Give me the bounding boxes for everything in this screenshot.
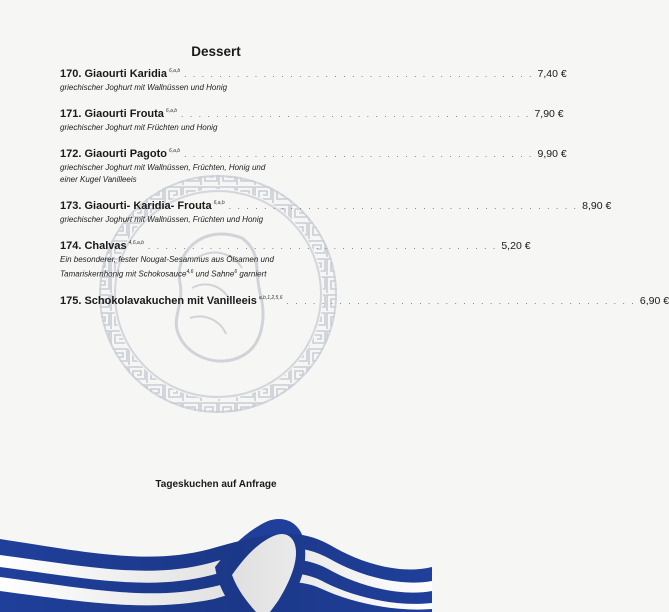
- item-price: 8,90 €: [582, 200, 612, 212]
- item-row: [60, 68, 567, 80]
- item-description-line: einer Kugel Vanilleeis: [60, 175, 137, 184]
- menu-item: [60, 240, 531, 281]
- menu-item: [60, 148, 567, 186]
- dot-leader: . . . . . . . . . . . . . . . . . . . . . . . . . . . . . . . . . . . . . . . .: [181, 110, 531, 119]
- item-description-line: griechischer Joghurt mit Wallnüssen, Früchten, Honig und: [60, 163, 266, 172]
- allergen-codes: 4,6: [186, 269, 194, 275]
- desc-text: Tamariskernhonig mit Schokosauce: [60, 269, 187, 279]
- item-name: [60, 240, 144, 252]
- allergen-codes: 6: [234, 269, 238, 275]
- dot-leader: . . . . . . . . . . . . . . . . . . . . . . . . . . . . . . . . . . . . . . . .: [184, 70, 534, 79]
- allergen-codes: 6,a,b: [168, 68, 181, 75]
- item-name: [60, 295, 283, 307]
- dot-leader: . . . . . . . . . . . . . . . . . . . . . . . . . . . . . . . . . . . . . . . .: [147, 242, 498, 251]
- menu-item: [60, 200, 612, 226]
- item-row: [60, 240, 531, 252]
- item-row: [60, 108, 564, 120]
- dot-leader: . . . . . . . . . . . . . . . . . . . . . . . . . . . . . . . . . . . . . . . .: [184, 150, 534, 159]
- desc-text: garniert: [237, 269, 267, 279]
- item-name-text: 172. Giaourti Pagoto: [60, 148, 167, 160]
- item-price: 6,90 €: [639, 294, 669, 307]
- item-description: [60, 254, 382, 281]
- item-name-text: 174. Chalvas: [60, 240, 127, 252]
- item-name: [60, 200, 225, 212]
- dot-leader: . . . . . . . . . . . . . . . . . . . . . . . . . . . . . . . . . . . . . . . .: [286, 296, 636, 306]
- item-price: 7,90 €: [534, 108, 564, 120]
- item-price: 9,90 €: [537, 148, 567, 160]
- menu-item: [60, 294, 669, 307]
- menu-item: [60, 108, 564, 134]
- item-description-line: Ein besonderer, fester Nougat-Sesammus aus Ölsamen und: [60, 255, 274, 264]
- item-name: [60, 108, 177, 120]
- allergen-codes: 6,a,b: [165, 108, 178, 115]
- footer-note: Tageskuchen auf Anfrage: [155, 479, 277, 490]
- allergen-codes: 4,6,a,b: [128, 240, 144, 247]
- item-description: griechischer Joghurt mit Früchten und Honig: [60, 123, 218, 132]
- dot-leader: . . . . . . . . . . . . . . . . . . . . . . . . . . . . . . . . . . . . . . . .: [228, 202, 579, 211]
- allergen-codes: 6,a,b: [213, 200, 225, 207]
- menu-item: [60, 68, 567, 94]
- item-description-line: [60, 266, 382, 281]
- item-row: [60, 294, 669, 307]
- item-description: [60, 162, 382, 186]
- item-name-text: 173. Giaourti- Karidia- Frouta: [60, 200, 212, 212]
- desc-text: und Sahne: [193, 269, 235, 279]
- item-name-text: 175. Schokolavakuchen mit Vanilleeis: [60, 294, 257, 307]
- item-description: griechischer Joghurt mit Wallnüssen, Früchten und Honig: [60, 215, 264, 224]
- item-price: 5,20 €: [501, 240, 531, 252]
- item-name: [60, 68, 180, 80]
- item-name-text: 170. Giaourti Karidia: [60, 68, 167, 80]
- allergen-codes: 6,a,b: [168, 148, 181, 155]
- item-row: [60, 148, 567, 160]
- item-row: [60, 200, 612, 212]
- dessert-menu: [60, 68, 669, 321]
- item-name-text: 171. Giaourti Frouta: [60, 108, 164, 120]
- greek-flag-ribbon-icon: [0, 505, 432, 612]
- item-name: [60, 148, 180, 160]
- item-description: griechischer Joghurt mit Wallnüssen und Honig: [60, 83, 228, 92]
- item-price: 7,40 €: [537, 68, 567, 80]
- page-title: Dessert: [191, 44, 241, 59]
- allergen-codes: a,b,1,2,5,6: [258, 295, 283, 301]
